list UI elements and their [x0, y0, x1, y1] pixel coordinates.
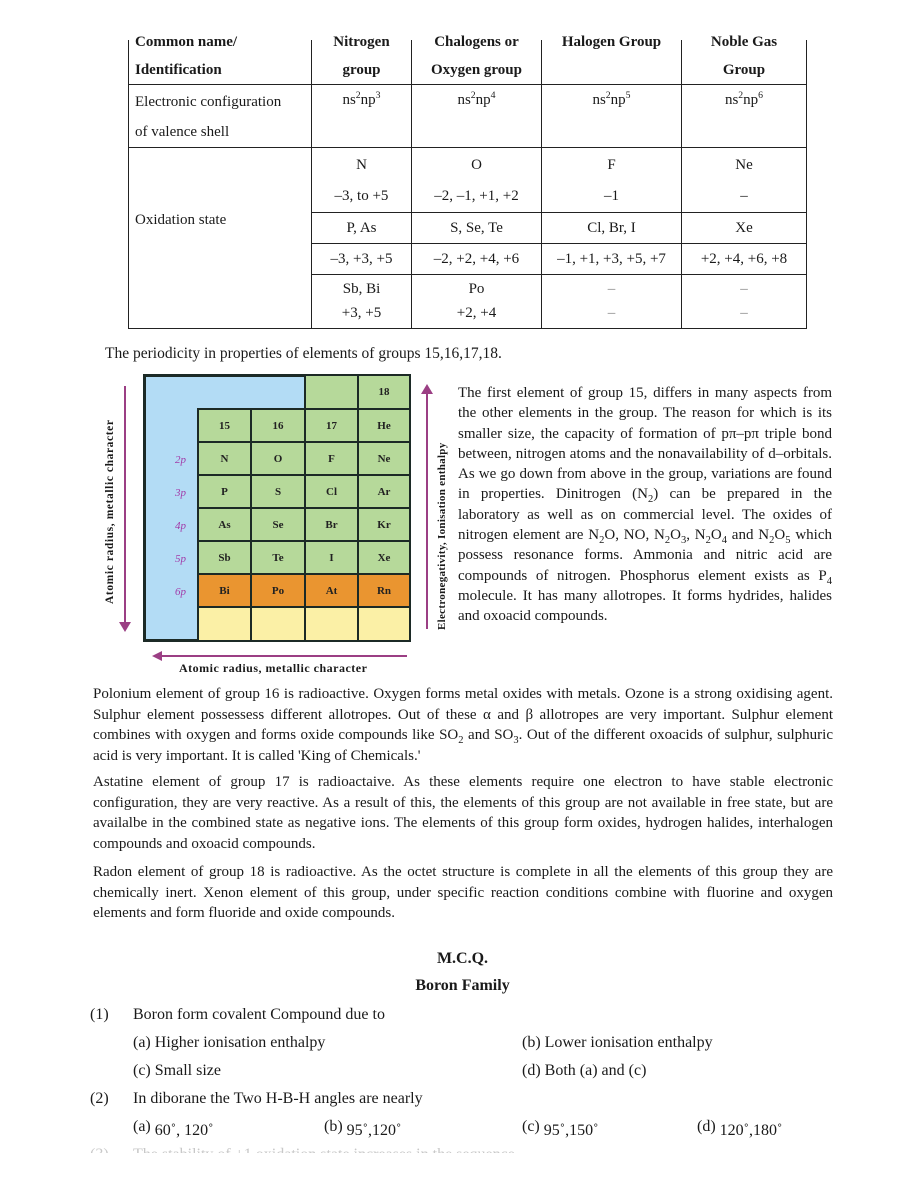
oxidation-cell: Ne – [682, 148, 807, 213]
bottom-axis-label: Atomic radius, metallic character [179, 661, 368, 675]
diagram-group-header: 17 [304, 408, 359, 443]
period-label: 5p [175, 553, 186, 565]
element-cell: N [197, 441, 252, 476]
diagram-empty-cell [304, 374, 359, 410]
oxidation-cell: Cl, Br, I [542, 213, 682, 244]
element-cell: Ne [357, 441, 411, 476]
group-properties-table [128, 34, 807, 329]
mcq-subtitle: Boron Family [415, 977, 510, 994]
element-cell: Bi [197, 573, 252, 608]
periodic-diagram [143, 374, 408, 642]
element-cell: Xe [357, 540, 411, 575]
header-halogen-group: Halogen Group [542, 40, 682, 85]
oxidation-cell: N –3, to +5 [312, 148, 412, 213]
option-a[interactable]: (a) 60˚, 120˚ [133, 1118, 214, 1139]
group17-paragraph: Astatine element of group 17 is radioactaive. As these elements require one electron to have stable electronic configuration, they are very reactive. As a result of this, the elements of this group are not available in free state, but are availalbe in the combined state as negative ions. The elements of this group form oxides, hydrogen halides, interhalogen compounds and oxoacid compounds. [93, 774, 833, 852]
config-row [129, 85, 807, 148]
oxidation-cell: Po +2, +4 [412, 275, 542, 329]
table-header-row [129, 40, 807, 85]
oxidation-cell: +2, +4, +6, +8 [682, 244, 807, 275]
element-cell: Cl [304, 474, 359, 509]
element-cell: Sb [197, 540, 252, 575]
element-cell: At [304, 573, 359, 608]
diagram-group-header: 16 [250, 408, 306, 443]
group18-paragraph: Radon element of group 18 is radioactive. As the octet structure is complete in all the elements of this group they are chemically inert. Xenon element of this group, under specific reaction conditions combine with fluorine and oxygen elements and form fluoride and oxide compounds. [93, 864, 833, 921]
mcq-title: M.C.Q. [436, 950, 489, 967]
empty-cell [357, 606, 411, 642]
diagram-caption: The periodicity in properties of elements of groups 15,16,17,18. [105, 345, 502, 362]
oxidation-cell: P, As [312, 213, 412, 244]
question-number: (2) [90, 1090, 109, 1107]
option-b[interactable]: (b) Lower ionisation enthalpy [522, 1034, 713, 1051]
right-axis-label: Electronegativity, Ionisation enthalpy [436, 442, 448, 630]
oxidation-label: Oxidation state [129, 148, 312, 329]
oxidation-cell: F –1 [542, 148, 682, 213]
question-number: (1) [90, 1006, 109, 1023]
option-d[interactable]: (d) Both (a) and (c) [522, 1062, 647, 1079]
config-halogen: $ns^2np^5$ [542, 85, 682, 148]
oxidation-cell: Sb, Bi +3, +5 [312, 275, 412, 329]
element-cell: O [250, 441, 306, 476]
arrow-line [162, 655, 407, 657]
option-a[interactable]: (a) Higher ionisation enthalpy [133, 1034, 326, 1051]
header-oxygen-group: Chalogens or Oxygen group [412, 40, 542, 85]
arrow-line [426, 394, 428, 629]
element-cell: P [197, 474, 252, 509]
config-nitrogen: $ns^2np^3$ [312, 85, 412, 148]
element-cell: F [304, 441, 359, 476]
oxidation-cell: – – [542, 275, 682, 329]
page-cutoff [0, 1153, 900, 1200]
empty-cell [304, 606, 359, 642]
diagram-cell-18: 18 [357, 374, 411, 410]
element-cell: Br [304, 507, 359, 542]
oxidation-cell: S, Se, Te [412, 213, 542, 244]
arrow-line [124, 386, 126, 622]
oxidation-cell: Xe [682, 213, 807, 244]
period-label: 3p [175, 487, 186, 499]
oxidation-cell: O –2, –1, +1, +2 [412, 148, 542, 213]
config-label: Electronic configuration of valence shell [129, 85, 312, 148]
element-cell: As [197, 507, 252, 542]
element-cell: Po [250, 573, 306, 608]
left-axis-label: Atomic radius, metallic character [104, 419, 116, 604]
oxidation-cell: –1, +1, +3, +5, +7 [542, 244, 682, 275]
empty-cell [250, 606, 306, 642]
oxidation-row-1 [129, 148, 807, 213]
element-cell: Te [250, 540, 306, 575]
element-cell: Kr [357, 507, 411, 542]
oxidation-cell: – – [682, 275, 807, 329]
question-text: Boron form covalent Compound due to [133, 1006, 385, 1023]
element-cell: I [304, 540, 359, 575]
option-d[interactable]: (d) 120˚,180˚ [697, 1118, 783, 1139]
period-label: 4p [175, 520, 186, 532]
element-cell: Rn [357, 573, 411, 608]
arrow-left-icon [152, 651, 162, 661]
header-nitrogen-group: Nitrogen group [312, 40, 412, 85]
group16-paragraph: Polonium element of group 16 is radioactive. Oxygen forms metal oxides with metals. Ozone is a strong oxidising agent. Sulphur element possessess different allotropes. Out of these α and β allotropes are very important. Sulphur element combines with oxygen and forms oxide compounds like $SO_2$ and $SO_3$. Out of the different oxoacids of sulphur, sulphuric acid is very important. It is called 'King of Chemicals.' [93, 686, 833, 764]
option-b[interactable]: (b) 95˚,120˚ [324, 1118, 402, 1139]
group15-paragraph: The first element of group 15, differs in many aspects from the other elements in the group. The reason for which is its smaller size, the capacity of formation of pπ–pπ triple bond between, nitrogen atoms and the nonavailability of d–orbitals. As we go down from above in the group, variations are found in properties. Dinitrogen $(N_2)$ can be prepared in the laboratory as well as on commercial level. The oxides of nitrogen element are $N_2O$, NO, $N_2O_3$, $N_2O_4$ and $N_2O_5$ which possess resonance forms. Ammonia and nitric acid are compounds of nitrogen. Phosphorus element exists as $P_4$ molecule. It has many allotropes. It forms hydrides, halides and oxoacid compounds. [458, 385, 832, 625]
config-noble-gas: $ns^2np^6$ [682, 85, 807, 148]
diagram-group-header: 15 [197, 408, 252, 443]
config-oxygen: $ns^2np^4$ [412, 85, 542, 148]
option-c[interactable]: (c) Small size [133, 1062, 221, 1079]
period-label: 2p [175, 454, 186, 466]
element-cell: S [250, 474, 306, 509]
header-identification: Common name/ Identification [129, 40, 312, 85]
option-c[interactable]: (c) 95˚,150˚ [522, 1118, 599, 1139]
arrow-up-icon [421, 384, 433, 394]
oxidation-cell: –3, +3, +5 [312, 244, 412, 275]
question-text: In diborane the Two H-B-H angles are nearly [133, 1090, 423, 1107]
element-cell: Se [250, 507, 306, 542]
oxidation-cell: –2, +2, +4, +6 [412, 244, 542, 275]
diagram-group-header: He [357, 408, 411, 443]
empty-cell [197, 606, 252, 642]
period-label: 6p [175, 586, 186, 598]
header-noble-gas-group: Noble Gas Group [682, 40, 807, 85]
element-cell: Ar [357, 474, 411, 509]
arrow-down-icon [119, 622, 131, 632]
